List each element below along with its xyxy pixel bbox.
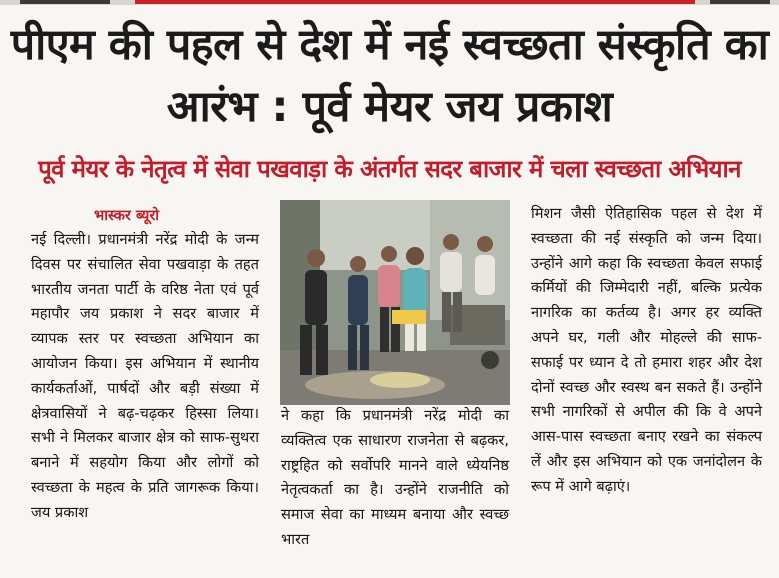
cleanliness-drive-photo [280, 200, 510, 405]
top-strip-right [710, 0, 770, 4]
photo-illustration [280, 200, 510, 405]
subheadline: पूर्व मेयर के नेतृत्व में सेवा पखवाड़ा के अंतर्गत सदर बाजार में चला स्वच्छता अभियान [38, 155, 741, 183]
article-column-2: ने कहा कि प्रधानमंत्री नरेंद्र मोदी का व्यक्तित्व एक साधारण राजनेता से बढ़कर, राष्ट्रहित को सर्वोपरि मानने वाले ध्येयनिष्ठ नेतृत्वकर्ता का है। उन्होंने राजनीति को समाज सेवा का माध्यम बनाया और स्वच्छ भारत [281, 407, 509, 548]
article-column-3: मिशन जैसी ऐतिहासिक पहल से देश में स्वच्छता की नई संस्कृति को जन्म दिया। उन्होंने आगे कहा कि स्वच्छता केवल सफाई कर्मियों की जिम्मेदारी नहीं, बल्कि प्रत्येक नागरिक का कर्तव्य है। अगर हर व्यक्ति अपने घर, गली और मोहल्ले की साफ-सफाई पर ध्यान दे तो हमारा शहर और देश दोनों स्वच्छ और स्वस्थ बन सकते हैं। उन्होंने सभी नागरिकों से अपील की कि वे अपने आस-पास स्वच्छता बनाए रखने का संकल्प लें और इस अभियान को एक जनांदोलन के रूप में आगे बढ़ाएं। [531, 205, 762, 495]
byline: भास्कर ब्यूरो [94, 207, 160, 224]
top-strip-red-bar [135, 0, 695, 4]
headline: पीएम की पहल से देश में नई स्वच्छता संस्कृति का आरंभ : पूर्व मेयर जय प्रकाश [10, 20, 769, 132]
article-column-1: नई दिल्ली। प्रधानमंत्री नरेंद्र मोदी के जन्म दिवस पर संचालित सेवा पखवाड़ा के तहत भारतीय जनता पार्टी के वरिष्ठ नेता एवं पूर्व महापौर जय प्रकाश ने सदर बाजार में व्यापक स्तर पर स्वच्छता अभियान का आयोजन किया। इस अभियान में स्थानीय कार्यकर्ताओं, पार्षदों और बड़ी संख्या में क्षेत्रवासियों ने बढ़-चढ़कर हिस्सा लिया। सभी ने मिलकर बाजार क्षेत्र को साफ-सुथरा बनाने में सहयोग किया और लोगों को स्वच्छता के महत्व के प्रति जागरूक किया। जय प्रकाश [31, 231, 259, 521]
page-top-strip [0, 0, 779, 5]
top-strip-left [20, 0, 110, 4]
